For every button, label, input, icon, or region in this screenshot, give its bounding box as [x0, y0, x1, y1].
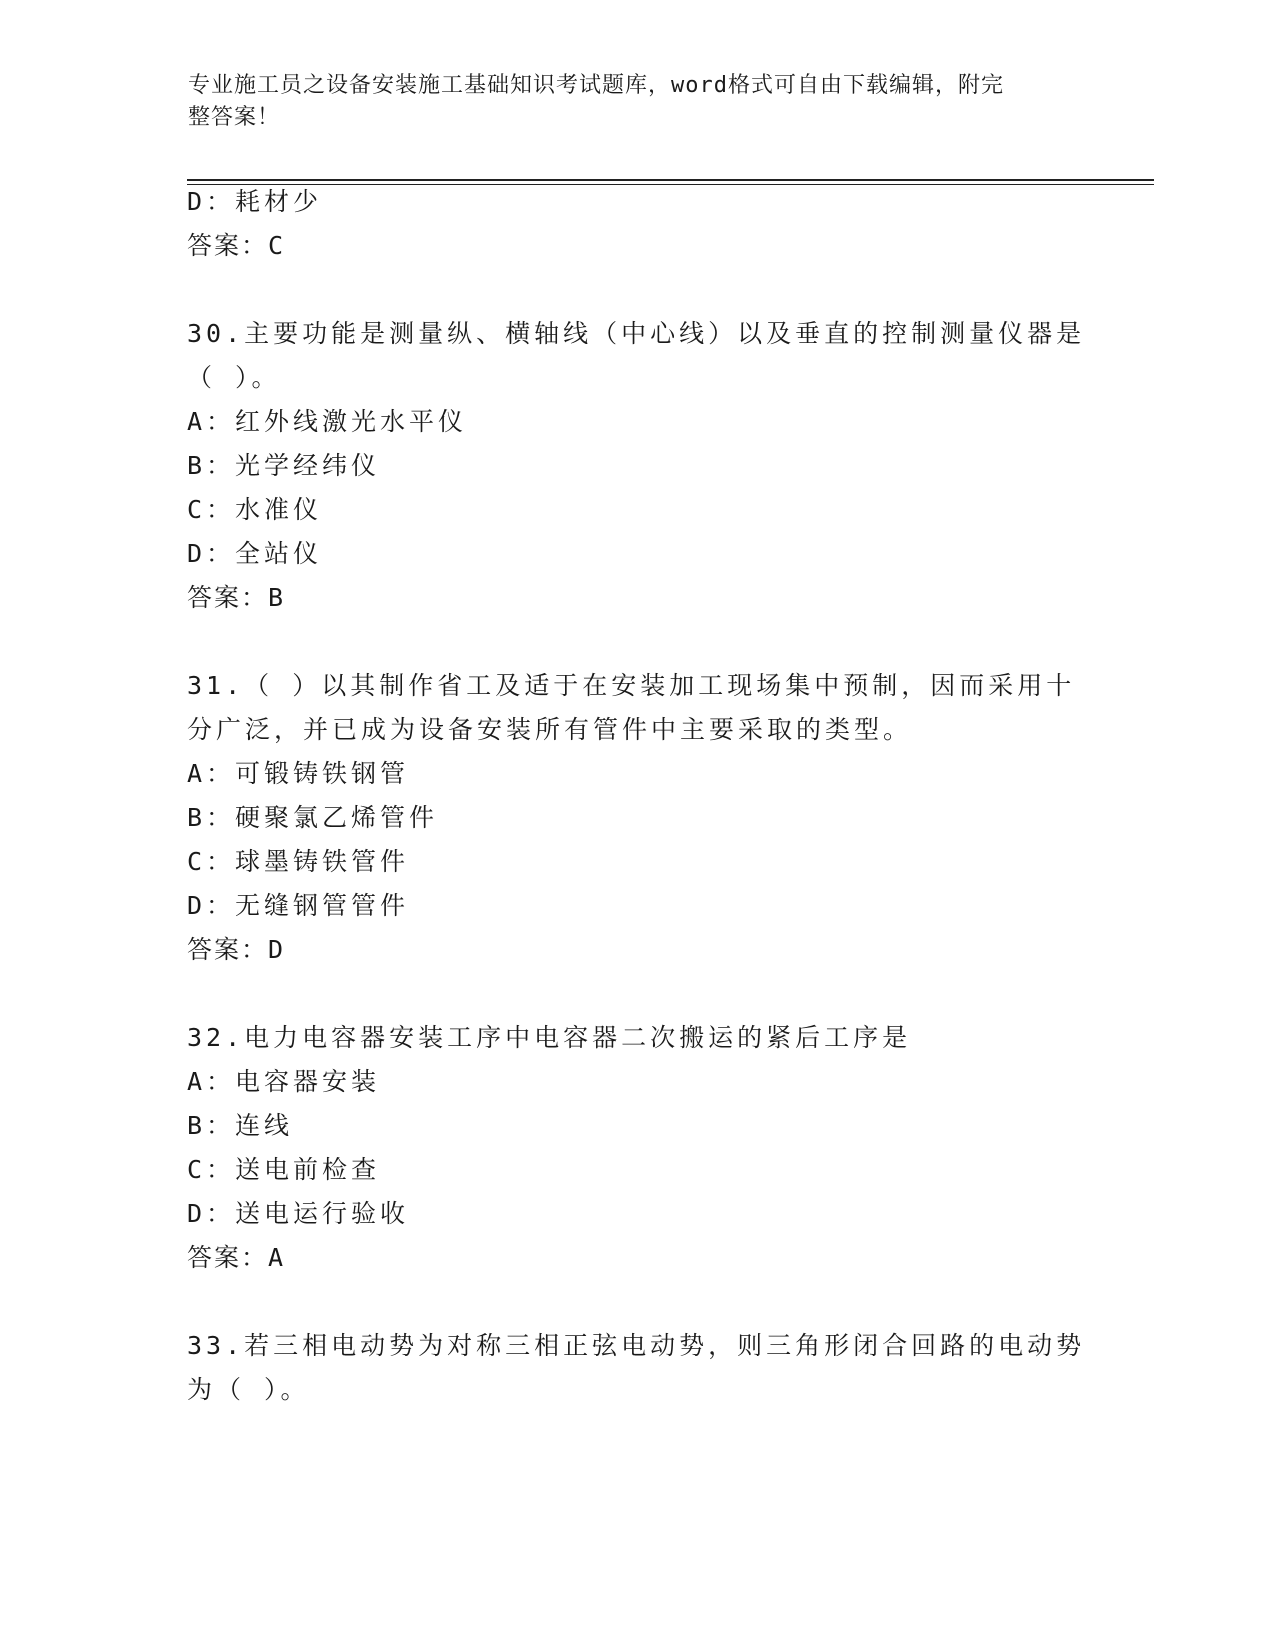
- q30-option-a: A：红外线激光水平仪: [187, 407, 468, 436]
- q32-option-a: A：电容器安装: [187, 1067, 381, 1096]
- header-divider-thick: [187, 179, 1154, 181]
- q31-option-a: A：可锻铸铁钢管: [187, 759, 410, 788]
- q33-stem-line-1: 33.若三相电动势为对称三相正弦电动势，则三角形闭合回路的电动势: [187, 1331, 1086, 1360]
- q32-option-b: B：连线: [187, 1111, 294, 1140]
- q30-option-b: B：光学经纬仪: [187, 451, 381, 480]
- q29-answer: 答案：C: [187, 231, 286, 260]
- q31-option-c: C：球墨铸铁管件: [187, 847, 410, 876]
- q31-answer: 答案：D: [187, 935, 286, 964]
- q32-option-d: D：送电运行验收: [187, 1199, 410, 1228]
- q32-option-c: C：送电前检查: [187, 1155, 381, 1184]
- q31-option-d: D：无缝钢管管件: [187, 891, 410, 920]
- q30-option-c: C：水准仪: [187, 495, 323, 524]
- q32-answer: 答案：A: [187, 1243, 286, 1272]
- q31-option-b: B：硬聚氯乙烯管件: [187, 803, 439, 832]
- header-divider-thin: [187, 184, 1154, 185]
- q30-answer: 答案：B: [187, 583, 286, 612]
- q31-stem-line-1: 31.（ ）以其制作省工及适于在安装加工现场集中预制，因而采用十: [187, 671, 1076, 700]
- q30-stem-line-1: 30.主要功能是测量纵、横轴线（中心线）以及垂直的控制测量仪器是: [187, 319, 1086, 348]
- page-header: [188, 70, 1068, 134]
- q31-stem-line-2: 分广泛，并已成为设备安装所有管件中主要采取的类型。: [187, 715, 913, 744]
- q30-option-d: D：全站仪: [187, 539, 323, 568]
- q32-stem-line-1: 32.电力电容器安装工序中电容器二次搬运的紧后工序是: [187, 1023, 912, 1052]
- header-title-line-2: 整答案！: [188, 105, 281, 130]
- header-title-line-1: 专业施工员之设备安装施工基础知识考试题库，word格式可自由下载编辑，附完: [188, 73, 1004, 98]
- q33-stem-line-2: 为（ ）。: [187, 1375, 310, 1404]
- q29-option-d: D：耗材少: [187, 187, 323, 216]
- q30-stem-line-2: （ ）。: [187, 363, 281, 392]
